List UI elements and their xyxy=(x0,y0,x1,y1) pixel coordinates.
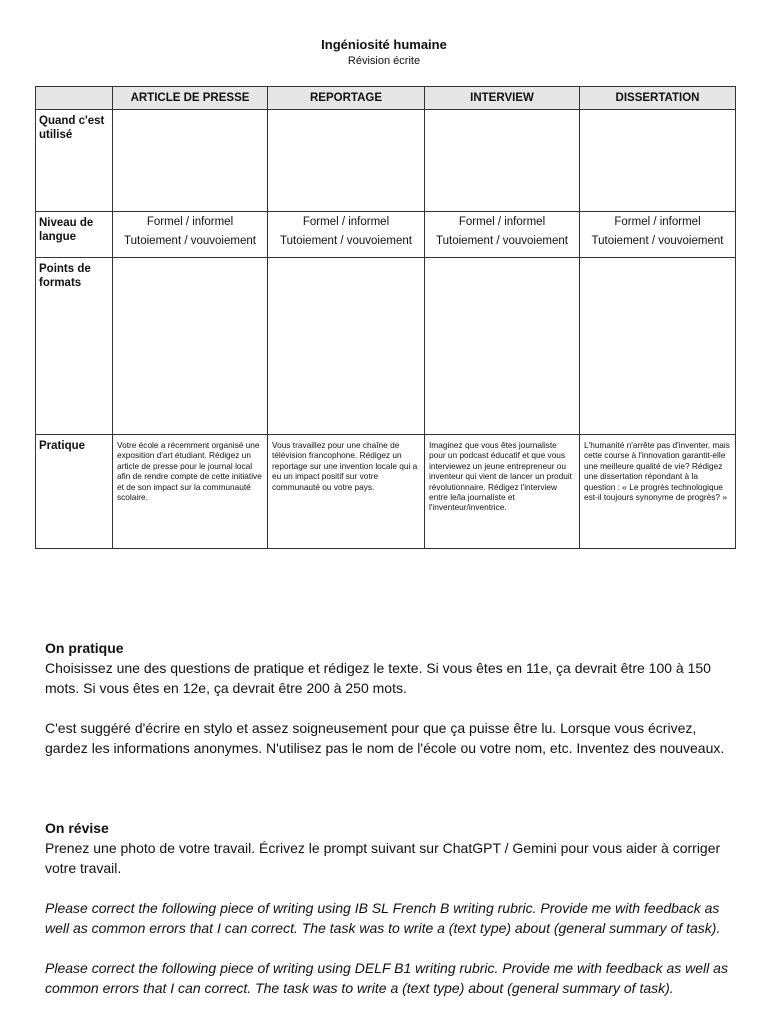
niveau-tutoiement: Tutoiement / vouvoiement xyxy=(280,235,412,247)
corner-cell xyxy=(36,87,113,110)
prompt-delf: Please correct the following piece of writing using DELF B1 writing rubric. Provide me with feedback as well as common errors that I can correct. The task was to write a (text type) about (general summary of task). xyxy=(45,960,728,996)
table-row-quand xyxy=(36,110,736,212)
on-revise-section xyxy=(45,818,735,1018)
cell-niveau xyxy=(580,212,736,258)
col-header-interview: INTERVIEW xyxy=(425,87,580,110)
table-row-pratique xyxy=(36,435,736,549)
niveau-tutoiement: Tutoiement / vouvoiement xyxy=(591,235,724,247)
prompt-ib: Please correct the following piece of writing using IB SL French B writing rubric. Provide me with feedback as well as common errors that I can correct. The task was to write a (text type) about (general summary of task). xyxy=(45,900,721,936)
cell-niveau xyxy=(268,212,425,258)
page-title: Ingéniosité humaine xyxy=(321,37,447,52)
on-revise-paragraph: Prenez une photo de votre travail. Écrivez le prompt suivant sur ChatGPT / Gemini pour vous aider à corriger votre travail. xyxy=(45,840,721,876)
pratique-dissertation: L'humanité n'arrête pas d'inventer, mais cette course à l'innovation garantit-elle une meilleure qualité de vie? Rédigez une dissertation répondant à la question : « Le progrès technologique est-il toujours synonyme de progrès? » xyxy=(580,435,736,549)
cell-niveau xyxy=(113,212,268,258)
niveau-formel: Formel / informel xyxy=(302,216,390,228)
on-pratique-paragraph-2: C'est suggéré d'écrire en stylo et assez soigneusement pour que ça puisse être lu. Lorsque vous écrivez, gardez les informations anonymes. N'utilisez pas le nom de l'école ou votre nom, etc. Inventez des nouveaux. xyxy=(45,720,725,756)
page-subtitle: Révision écrite xyxy=(347,55,421,67)
on-pratique-heading: On pratique xyxy=(45,640,124,656)
pratique-article: Votre école a récemment organisé une exposition d'art étudiant. Rédigez un article de presse pour le journal local afin de rendre compte de cette initiative et de son impact sur la communauté scolaire. xyxy=(113,435,268,549)
col-header-article: ARTICLE DE PRESSE xyxy=(113,87,268,110)
niveau-formel: Formel / informel xyxy=(146,216,234,228)
table-row-points xyxy=(36,258,736,435)
cell-empty xyxy=(425,110,580,212)
niveau-formel: Formel / informel xyxy=(614,216,701,228)
niveau-tutoiement: Tutoiement / vouvoiement xyxy=(436,235,568,247)
cell-empty xyxy=(113,110,268,212)
table-header-row xyxy=(36,87,736,110)
row-label-niveau: Niveau de langue xyxy=(36,212,113,258)
pratique-interview: Imaginez que vous êtes journaliste pour un podcast éducatif et que vous interviewez un jeune entrepreneur ou inventeur qui vient de lancer un produit révolutionnaire. Rédigez l'interview entre le/la journaliste et l'inventeur/inventrice. xyxy=(425,435,580,549)
col-header-reportage: REPORTAGE xyxy=(268,87,425,110)
row-label-quand: Quand c'est utilisé xyxy=(36,110,113,212)
on-pratique-section xyxy=(45,638,735,778)
niveau-formel: Formel / informel xyxy=(458,216,546,228)
revision-table xyxy=(35,86,736,549)
on-pratique-paragraph-1: Choisissez une des questions de pratique et rédigez le texte. Si vous êtes en 11e, ça devrait être 100 à 150 mots. Si vous êtes en 12e, ça devrait être 200 à 250 mots. xyxy=(45,660,711,696)
row-label-pratique: Pratique xyxy=(36,435,113,549)
table-row-niveau xyxy=(36,212,736,258)
cell-niveau xyxy=(425,212,580,258)
cell-empty xyxy=(580,258,736,435)
pratique-reportage: Vous travaillez pour une chaîne de télévision francophone. Rédigez un reportage sur une invention locale qui a eu un impact positif sur votre communauté ou votre pays. xyxy=(268,435,425,549)
on-revise-heading: On révise xyxy=(45,820,109,836)
row-label-points: Points de formats xyxy=(36,258,113,435)
col-header-dissertation: DISSERTATION xyxy=(580,87,736,110)
cell-empty xyxy=(268,258,425,435)
cell-empty xyxy=(580,110,736,212)
niveau-tutoiement: Tutoiement / vouvoiement xyxy=(124,235,256,247)
cell-empty xyxy=(268,110,425,212)
cell-empty xyxy=(113,258,268,435)
cell-empty xyxy=(425,258,580,435)
